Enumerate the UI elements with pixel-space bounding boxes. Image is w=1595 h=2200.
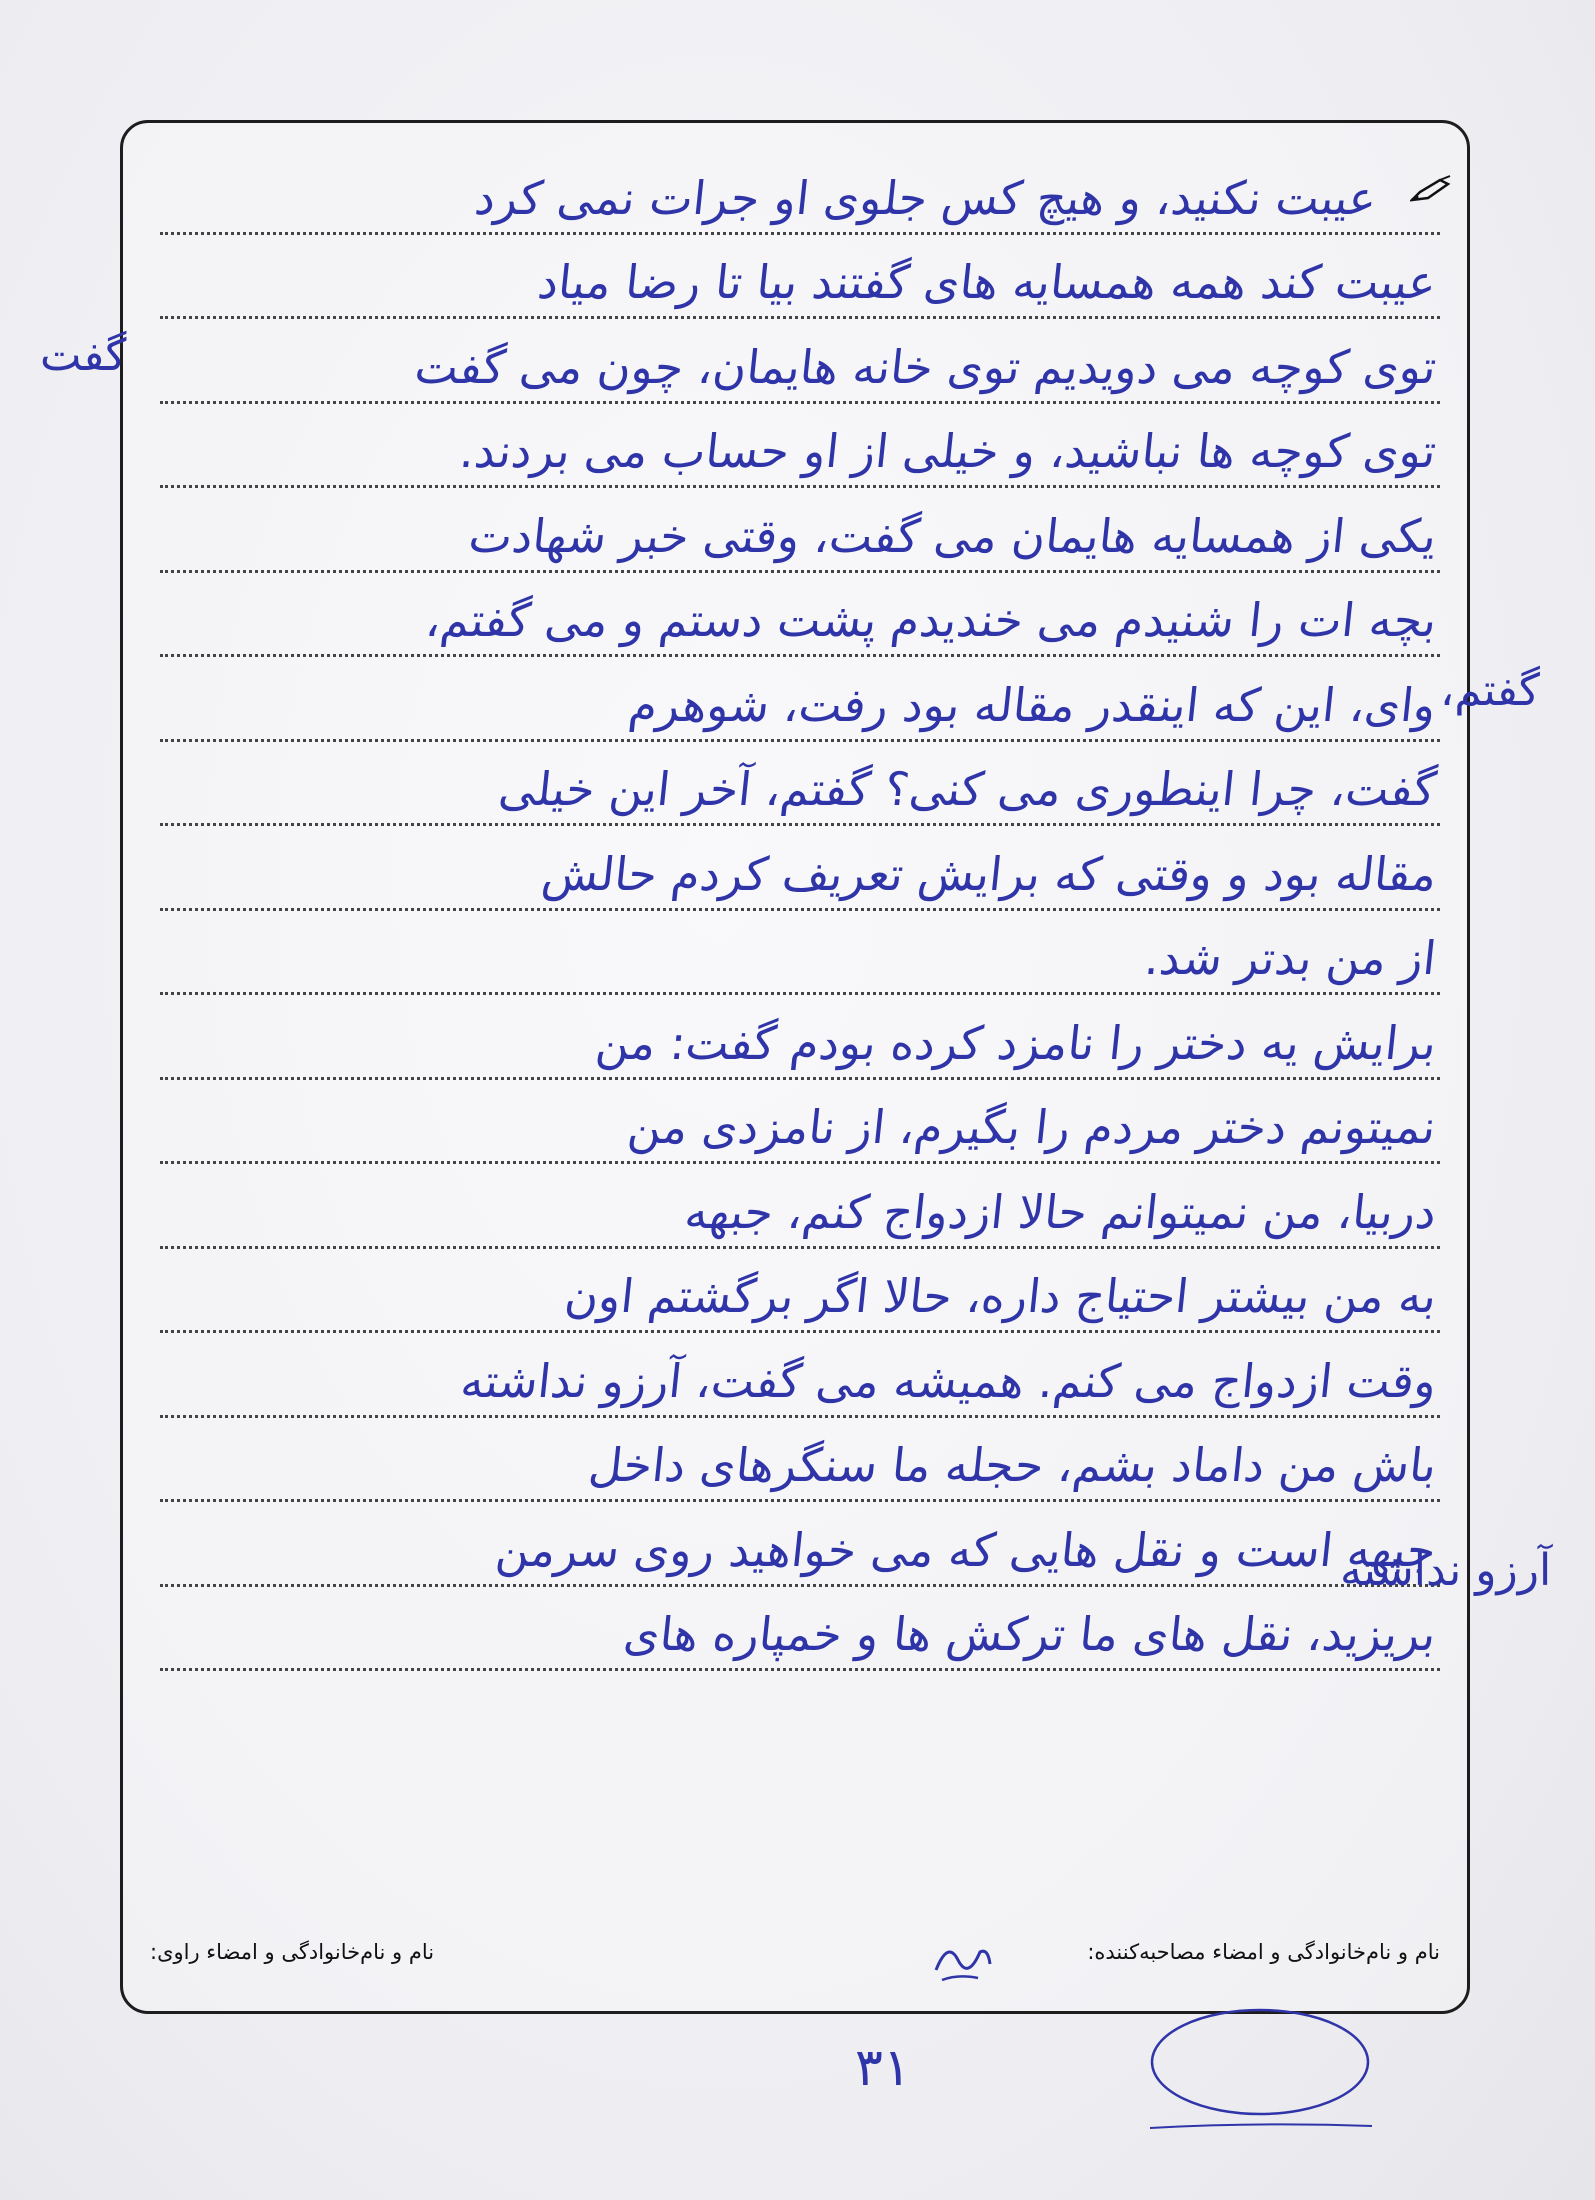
margin-note-3: آرزو نداشته bbox=[1340, 1545, 1552, 1596]
margin-note-2: گفتم، bbox=[1440, 665, 1540, 716]
line-text: مقاله بود و وقتی که برایش تعریف کردم حالش bbox=[538, 846, 1439, 901]
signature-footer bbox=[150, 1940, 1440, 1980]
line-text: توی کوچه ها نباشید، و خیلی از او حساب می بردند. bbox=[457, 424, 1439, 478]
oval-stamp bbox=[1140, 2000, 1380, 2140]
line-text: جبهه است و نقل هایی که می خواهید روی سرمن bbox=[493, 1522, 1439, 1577]
line-text: برایش یه دختر را نامزد کرده بودم گفت: من bbox=[592, 1015, 1439, 1070]
handwritten-lines bbox=[160, 150, 1440, 1671]
text-line-2 bbox=[160, 235, 1440, 320]
text-line-6 bbox=[160, 573, 1440, 658]
line-text: وای، این که اینقدر مقاله بود رفت، شوهرم bbox=[626, 677, 1439, 732]
text-line-13 bbox=[160, 1164, 1440, 1249]
line-text: یکی از همسایه هایمان می گفت، وقتی خبر شهادت bbox=[465, 508, 1439, 563]
text-line-9 bbox=[160, 826, 1440, 911]
line-text: گفت، چرا اینطوری می کنی؟ گفتم، آخر این خیلی bbox=[496, 762, 1439, 816]
line-text: بچه ات را شنیدم می خندیدم پشت دستم و می گفتم، bbox=[422, 593, 1439, 647]
line-text: توی کوچه می دویدیم توی خانه هایمان، چون می گفت bbox=[412, 339, 1439, 394]
line-text: عیبت نکنید، و هیچ کس جلوی او جرات نمی کرد bbox=[471, 170, 1379, 225]
margin-note-1: گفت bbox=[40, 330, 127, 381]
text-line-18 bbox=[160, 1587, 1440, 1672]
interviewer-label: نام و نام‌خانوادگی و امضاء مصاحبه‌کننده: bbox=[1087, 1940, 1440, 1964]
narrator-label: نام و نام‌خانوادگی و امضاء راوی: bbox=[150, 1940, 435, 1964]
line-text: عیبت کند همه همسایه های گفتند بیا تا رضا میاد bbox=[535, 255, 1439, 309]
text-line-12 bbox=[160, 1080, 1440, 1165]
text-line-11 bbox=[160, 995, 1440, 1080]
text-line-3 bbox=[160, 319, 1440, 404]
text-line-14 bbox=[160, 1249, 1440, 1334]
text-line-1 bbox=[160, 150, 1440, 235]
text-line-16 bbox=[160, 1418, 1440, 1503]
page-number: ۳۱ bbox=[855, 2038, 911, 2098]
text-line-7 bbox=[160, 657, 1440, 742]
text-line-15 bbox=[160, 1333, 1440, 1418]
line-text: به من بیشتر احتیاج داره، حالا اگر برگشتم اون bbox=[561, 1269, 1439, 1323]
text-line-10 bbox=[160, 911, 1440, 996]
line-text: وقت ازدواج می کنم. همیشه می گفت، آرزو نداشته bbox=[457, 1353, 1439, 1408]
text-line-8 bbox=[160, 742, 1440, 827]
line-text: بریزید، نقل های ما ترکش ها و خمپاره های bbox=[621, 1607, 1439, 1661]
text-line-4 bbox=[160, 404, 1440, 489]
line-text: دربیا، من نمیتوانم حالا ازدواج کنم، جبهه bbox=[682, 1184, 1439, 1239]
line-text: باش من داماد بشم، حجله ما سنگرهای داخل bbox=[585, 1438, 1439, 1492]
line-text: نمیتونم دختر مردم را بگیرم، از نامزدی من bbox=[625, 1100, 1439, 1154]
line-text: از من بدتر شد. bbox=[1142, 931, 1439, 985]
text-line-17 bbox=[160, 1502, 1440, 1587]
interviewer-signature bbox=[928, 1930, 998, 1990]
text-line-5 bbox=[160, 488, 1440, 573]
